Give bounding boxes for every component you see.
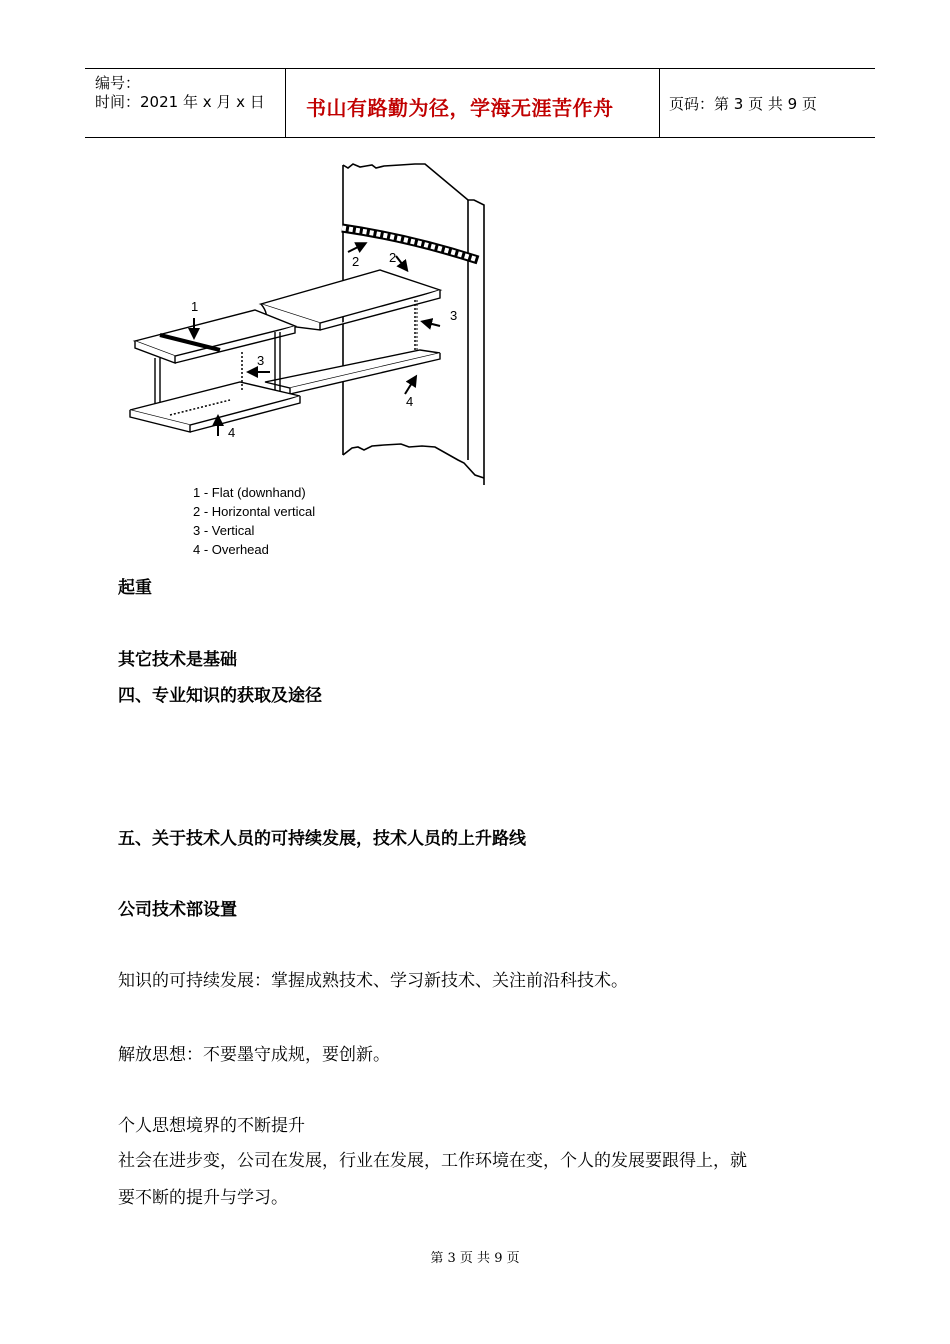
legend-item: 1 - Flat (downhand) (193, 485, 306, 500)
callout-4a: 4 (406, 394, 414, 409)
legend-item: 3 - Vertical (193, 523, 255, 538)
text-other-tech: 其它技术是基础 (118, 650, 237, 670)
heading-section-4: 四、专业知识的获取及途径 (118, 686, 322, 706)
header-info-cell (85, 69, 285, 137)
welding-positions-diagram (120, 160, 500, 485)
callout-2b: 2 (389, 250, 397, 265)
text-dept-setup: 公司技术部设置 (118, 900, 237, 920)
text-study: 要不断的提升与学习。 (118, 1188, 288, 1208)
header-page-cell (659, 69, 875, 137)
page-label: 页码：第 3 页 共 9 页 (669, 95, 817, 113)
text-liberate: 解放思想：不要墨守成规，要创新。 (118, 1045, 390, 1065)
h-beam (130, 310, 300, 432)
time-label: 时间：2021 年 x 月 x 日 (95, 93, 265, 111)
motto: 书山有路勤为径，学海无涯苦作舟 (306, 96, 614, 120)
beam-lower-flange (265, 350, 440, 394)
legend-item: 2 - Horizontal vertical (193, 504, 316, 519)
text-sustainable: 知识的可持续发展：掌握成熟技术、学习新技术、关注前沿科技术。 (118, 971, 628, 991)
callout-3b: 3 (257, 353, 265, 368)
text-society: 社会在进步变，公司在发展，行业在发展，工作环境在变，个人的发展要跟得上，就 (118, 1151, 747, 1171)
callout-2a: 2 (352, 254, 360, 269)
heading-section-5: 五、关于技术人员的可持续发展，技术人员的上升路线 (118, 829, 526, 849)
page-header (85, 68, 875, 138)
number-label: 编号： (95, 74, 141, 92)
text-improve: 个人思想境界的不断提升 (118, 1116, 305, 1136)
text-lifting: 起重 (118, 578, 152, 598)
header-motto-cell (285, 69, 660, 137)
callout-1: 1 (191, 299, 199, 314)
legend-item: 4 - Overhead (193, 542, 269, 557)
column-plate (343, 164, 484, 485)
callout-4b: 4 (228, 425, 236, 440)
callout-3a: 3 (450, 308, 458, 323)
page-footer: 第 3 页 共 9 页 (430, 1251, 520, 1266)
figure-legend (193, 483, 315, 559)
beam-upper-flange (261, 270, 440, 330)
